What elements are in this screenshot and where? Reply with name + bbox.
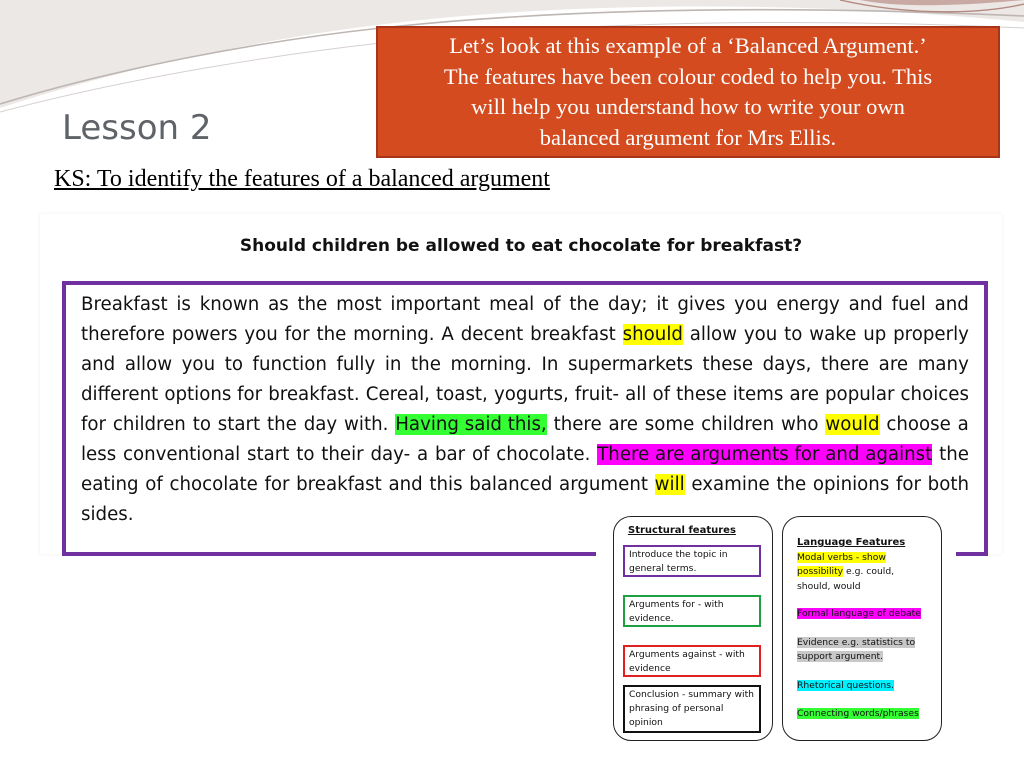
structural-conclusion-box: Conclusion - summary with phrasing of personal opinion (623, 685, 761, 733)
paragraph-word: this (429, 474, 463, 495)
paragraph-word: known (199, 294, 260, 315)
paragraph-word: argument (559, 474, 648, 495)
paragraph-word: day; (607, 294, 648, 315)
language-features-card (782, 516, 942, 741)
paragraph-word: meal (489, 294, 535, 315)
paragraph-word: day- (370, 444, 411, 465)
paragraph-word: powers (171, 324, 238, 345)
paragraph-word: breakfast (530, 324, 616, 345)
instruction-callout (376, 26, 1000, 158)
paragraph-word: morning. (450, 354, 532, 375)
paragraph-word: choose (886, 414, 951, 435)
evidence-item (797, 636, 915, 665)
paragraph-word: is (176, 294, 191, 315)
structural-introduction-box: Introduce the topic in general terms. (623, 545, 761, 577)
paragraph-word: supermarkets (568, 354, 693, 375)
paragraph-word: choices (900, 384, 969, 405)
modal-verbs-item (797, 551, 894, 594)
structural-features-card (613, 516, 773, 741)
paragraph-word: and (81, 354, 116, 375)
paragraph-word: function (252, 354, 327, 375)
paragraph-word: day (303, 414, 338, 435)
paragraph-word: are (878, 354, 909, 375)
paragraph-word: important (390, 294, 481, 315)
evidence-highlight-2: support argument. (797, 651, 884, 663)
formal-language-item (797, 607, 921, 621)
paragraph-word: it (656, 294, 669, 315)
language-features-heading: Language Features (797, 537, 906, 548)
paragraph-word: bar (434, 444, 466, 465)
paragraph-word: A (441, 324, 454, 345)
paragraph-word: of (471, 444, 490, 465)
paragraph-word: are (789, 384, 819, 405)
paragraph-word: popular (825, 384, 895, 405)
paragraph-word: therefore (81, 324, 165, 345)
paragraph-word: yogurts, (493, 384, 569, 405)
paragraph-word: wake (809, 324, 857, 345)
paragraph-word: of (145, 474, 163, 495)
paragraph-word: most (336, 294, 382, 315)
paragraph-word: you (244, 324, 278, 345)
paragraph-word: for (895, 474, 921, 495)
paragraph-word: sides. (81, 504, 134, 525)
paragraph-word: and (934, 294, 969, 315)
paragraph-word: as (268, 294, 289, 315)
paragraph-word: fully (336, 354, 376, 375)
paragraph-line (81, 444, 969, 465)
evidence-highlight: Evidence e.g. statistics to (797, 637, 916, 648)
paragraph-word: chocolate. (496, 444, 591, 465)
paragraph-word: some (644, 414, 695, 435)
paragraph-word: for (284, 324, 310, 345)
paragraph-word: of (652, 384, 671, 405)
paragraph-line (81, 384, 969, 405)
highlighted-phrase: would (825, 414, 880, 435)
callout-line: balanced argument for Mrs Ellis. (539, 124, 837, 150)
structural-arguments-for-box: Arguments for - with evidence. (623, 595, 761, 627)
paragraph-word: the (316, 324, 347, 345)
paragraph-word: a (416, 444, 429, 465)
paragraph-word: these (702, 354, 754, 375)
paragraph-word: breakfast (296, 474, 382, 495)
modal-verbs-example: e.g. could, (843, 566, 895, 578)
paragraph-word: both (927, 474, 969, 495)
paragraph-word: in (384, 354, 402, 375)
paragraph-word: energy (776, 294, 840, 315)
paragraph-word: to (784, 324, 803, 345)
structural-arguments-against-box: Arguments against - with evidence (623, 645, 761, 677)
paragraph-word: all (625, 384, 647, 405)
paragraph-line (81, 474, 969, 495)
paragraph-word: to (224, 354, 243, 375)
modal-verbs-highlight: Modal verbs - show (797, 552, 886, 563)
paragraph-word: many (917, 354, 969, 375)
paragraph-word: examine (691, 474, 770, 495)
paragraph-word: opinions (812, 474, 890, 495)
learning-objective: KS: To identify the features of a balanced argument (54, 166, 550, 192)
paragraph-word: these (676, 384, 727, 405)
paragraph-word: there (553, 414, 602, 435)
paragraph-word: eating (81, 474, 139, 495)
rhetorical-questions-item (797, 679, 894, 693)
paragraph-word: the (569, 294, 600, 315)
paragraph-word: the (267, 414, 297, 435)
feature-key-panel (596, 506, 956, 751)
paragraph-word: of (542, 294, 561, 315)
connecting-words-item (797, 707, 919, 721)
callout-line: Let’s look at this example of a ‘Balanced Argument.’ (449, 33, 927, 58)
callout-line: will help you understand how to write your own (471, 94, 905, 119)
paragraph-word: children (112, 414, 186, 435)
paragraph-word: to (192, 414, 211, 435)
paragraph-word: breakfast. (268, 384, 360, 405)
highlighted-phrase: will (654, 474, 685, 495)
paragraph-word: and (388, 474, 423, 495)
paragraph-word: a (957, 414, 969, 435)
paragraph-word: the (939, 444, 969, 465)
paragraph-word: options for (164, 384, 263, 405)
paragraph-word: children (701, 414, 775, 435)
paragraph-line (81, 414, 969, 435)
paragraph-word: the (411, 354, 441, 375)
rhetorical-questions-highlight: Rhetorical questions. (797, 680, 894, 691)
paragraph-word: toast, (436, 384, 488, 405)
paragraph-word: are (608, 414, 638, 435)
paragraph-word: and (848, 294, 883, 315)
modal-verbs-highlight-2: possibility (797, 566, 844, 578)
paragraph-word: fuel (891, 294, 926, 315)
paragraph-word: In (541, 354, 559, 375)
paragraph-word: their (321, 444, 364, 465)
paragraph-word: different (81, 384, 159, 405)
paragraph-word: you (743, 324, 778, 345)
paragraph-word: balanced (469, 474, 553, 495)
paragraph-word: decent (460, 324, 524, 345)
paragraph-word: items (732, 384, 784, 405)
paragraph-word: start (217, 414, 261, 435)
paragraph-word: for (264, 474, 290, 495)
paragraph-word: the (297, 294, 328, 315)
highlighted-phrase: There are arguments for and against (597, 444, 933, 465)
paragraph-word: conventional (123, 444, 241, 465)
paragraph-word: morning. (353, 324, 435, 345)
connecting-words-highlight: Connecting words/phrases (797, 708, 919, 719)
callout-line: The features have been colour coded to help you. This (443, 63, 933, 89)
paragraph-word: allow (124, 354, 173, 375)
paragraph-word: start (247, 444, 290, 465)
paragraph-word: Cereal, (365, 384, 430, 405)
paragraph-word: with. (344, 414, 389, 435)
paragraph-word: who (780, 414, 819, 435)
paragraph-word: the (776, 474, 807, 495)
paragraph-word: allow (689, 324, 738, 345)
paragraph-word: there (820, 354, 870, 375)
paragraph-line (81, 324, 969, 345)
lesson-title: Lesson 2 (62, 108, 212, 148)
paragraph-word: you (181, 354, 216, 375)
highlighted-phrase: Having said this, (395, 414, 547, 435)
paragraph-word: fruit- (574, 384, 620, 405)
document-question: Should children be allowed to eat chocolate for breakfast? (239, 236, 803, 256)
formal-language-highlight: Formal language of debate (797, 608, 921, 619)
paragraph-word: chocolate (169, 474, 258, 495)
paragraph-line (81, 354, 969, 375)
highlighted-phrase: should (622, 324, 683, 345)
paragraph-word: days, (762, 354, 812, 375)
paragraph-word: gives (677, 294, 726, 315)
modal-verbs-example-2: should, would (797, 580, 861, 592)
structural-features-heading: Structural features (628, 525, 736, 536)
paragraph-word: properly (893, 324, 969, 345)
paragraph-word: for (81, 414, 107, 435)
paragraph-word: Breakfast (81, 294, 168, 315)
paragraph-word: to (296, 444, 315, 465)
paragraph-word: you (734, 294, 768, 315)
paragraph-word: less (81, 444, 117, 465)
paragraph-word: up (863, 324, 887, 345)
paragraph-line (81, 294, 969, 315)
